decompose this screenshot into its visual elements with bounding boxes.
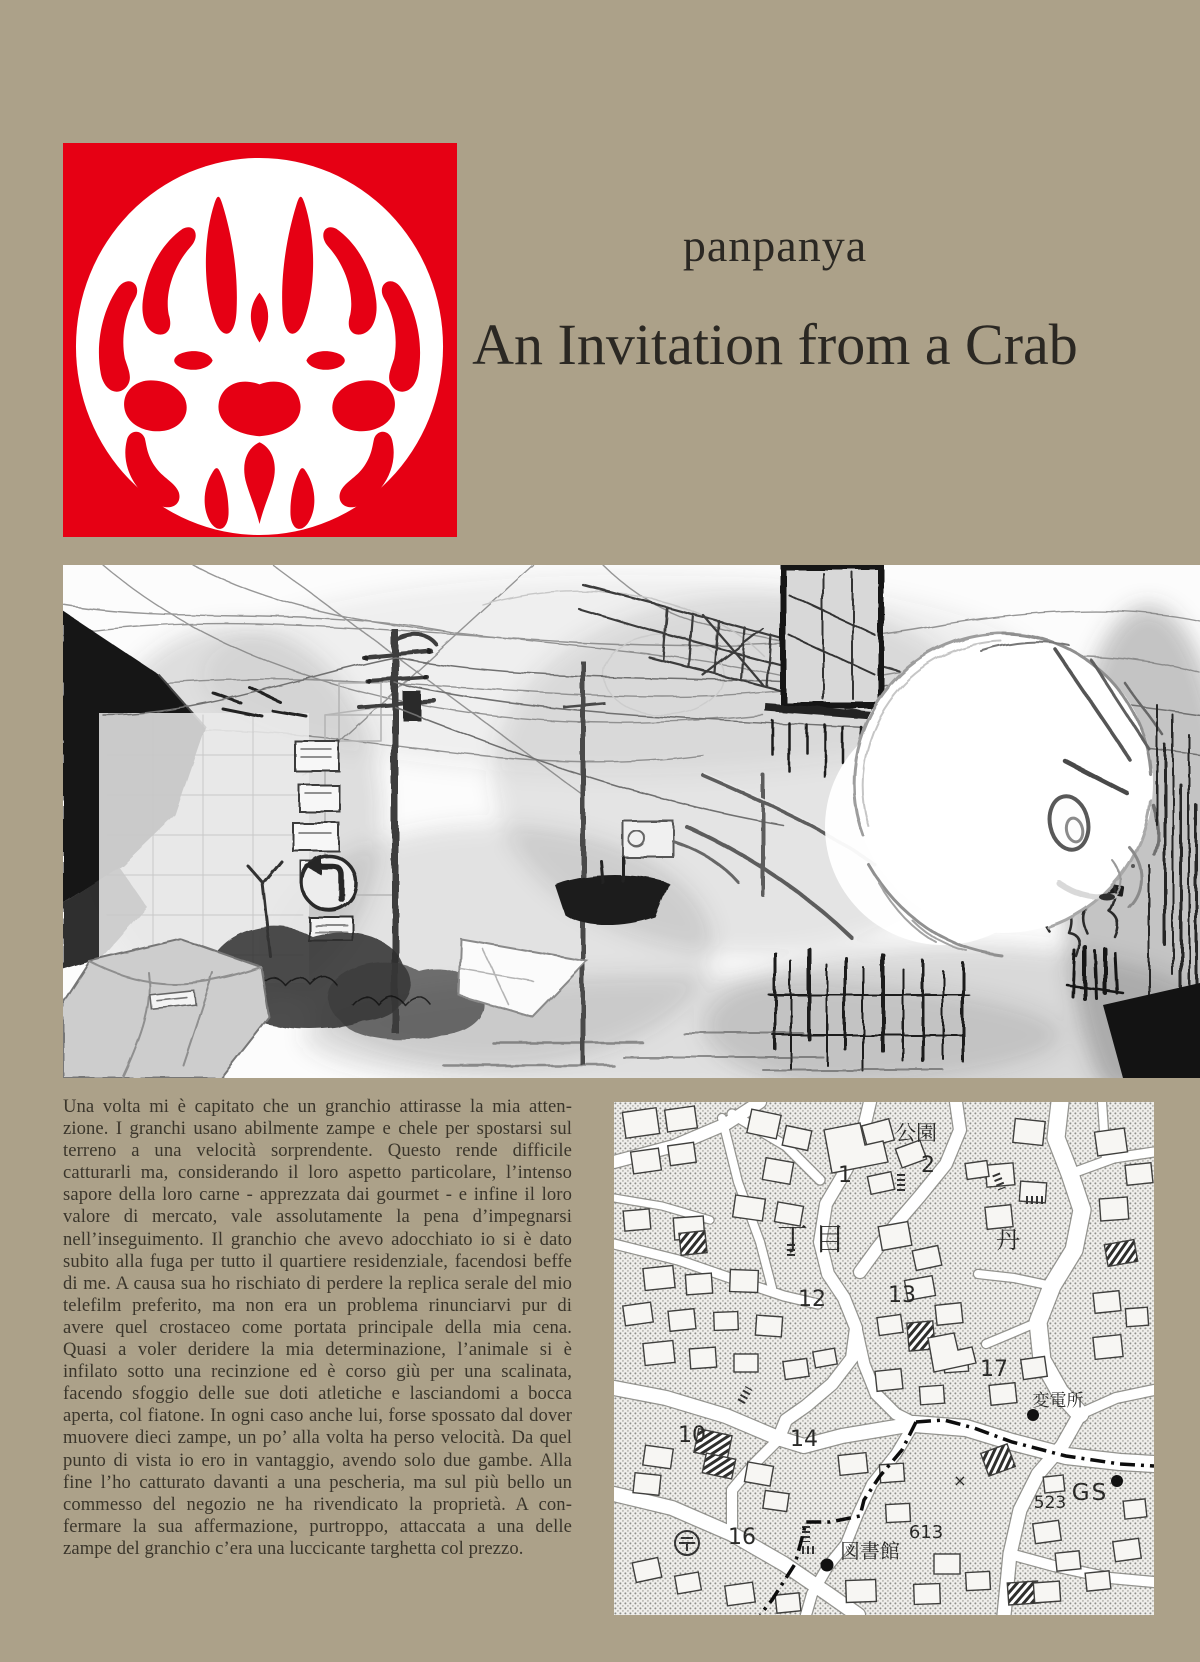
- label-library: 図書館: [840, 1539, 900, 1563]
- cover-illustration: [63, 565, 1200, 1078]
- label-block-17: 17: [980, 1357, 1008, 1382]
- label-block-1: 1: [838, 1163, 852, 1188]
- label-block-10: 10: [678, 1423, 706, 1448]
- paragraph-line: punto di vista io ero in vantaggio, avendo solo due gambe. Alla: [63, 1449, 572, 1471]
- paragraph-line: sapore della loro carne - apprezzata dai gourmet - e infine il loro: [63, 1184, 572, 1206]
- paragraph-line: aperta, col fiatone. In ogni caso anche lui, forse spossato dal dover: [63, 1405, 572, 1427]
- paragraph-line: subito alla fuga per tutto il quartiere residenziale, facendosi beffe: [63, 1250, 572, 1272]
- label-block-16: 16: [728, 1525, 756, 1550]
- paragraph-line: Una volta mi è capitato che un granchio attirasse la mia atten-: [63, 1096, 572, 1117]
- label-gs: GS: [1071, 1480, 1109, 1506]
- story-paragraph: [63, 1096, 572, 1560]
- label-chome: 丁目: [777, 1222, 851, 1258]
- paragraph-line: valore di mercato, vale assolutamente la pena d’impegnarsi: [63, 1206, 572, 1228]
- label-block-14: 14: [790, 1427, 818, 1452]
- character-mouth: [1099, 894, 1115, 901]
- label-park-number: 2: [921, 1153, 935, 1178]
- paragraph-line: nell’inseguimento. Il granchio che avevo adocchiato io si è dato: [63, 1228, 572, 1250]
- paragraph-line: fine l’ho catturato davanti a una pescheria, ma sul più bello un: [63, 1471, 572, 1493]
- paragraph-line: muovere dieci zampe, un po’ alla volta ha perso velocità. Da quel: [63, 1427, 572, 1449]
- label-lot-523: 523: [1033, 1493, 1067, 1513]
- author-name: panpanya: [682, 220, 868, 271]
- label-x-mark: ×: [953, 1471, 967, 1490]
- label-lot-613: 613: [908, 1522, 944, 1543]
- paragraph-line: telefilm preferito, ma non era un problema rinunciarvi pur di: [63, 1294, 572, 1316]
- paragraph-line: zione. I granchi usano abilmente zampe e chele per spostarsi sul: [63, 1118, 572, 1140]
- paragraph-line: facendo sfoggio delle sue doti atletiche e lasciandomi a bocca: [63, 1383, 572, 1405]
- book-title: An Invitation from a Crab: [472, 312, 1078, 377]
- label-block-12: 12: [798, 1287, 826, 1312]
- traffic-arrow-sign: [302, 856, 356, 941]
- label-tan: 丹: [996, 1226, 1020, 1254]
- label-block-13: 13: [888, 1283, 916, 1308]
- paragraph-line: infilato sotto una recinzione ed è corso giù per una scalinata,: [63, 1361, 572, 1383]
- paragraph-line: Quasi a voler deridere la mia determinazione, l’animale si è: [63, 1339, 572, 1361]
- alley-sketch: [63, 565, 1200, 1078]
- paragraph-line: avere quel crostaceo come portata principale della mia cena.: [63, 1316, 572, 1338]
- gs-dot: [1111, 1475, 1123, 1487]
- paragraph-line: zampe del granchio c’era una luccicante targhetta col prezzo.: [63, 1537, 524, 1559]
- label-park: 公園: [895, 1121, 937, 1145]
- paragraph-line: terreno a una velocità sorprendente. Questo rende difficile: [63, 1140, 572, 1162]
- paragraph-line: catturarli ma, considerando il loro aspetto particolare, l’intenso: [63, 1162, 572, 1184]
- paragraph-line: di me. A causa sua ho rischiato di perdere la replica serale del mio: [63, 1272, 572, 1294]
- paragraph-line: fermare la sua affermazione, purtroppo, attaccata a una delle: [63, 1515, 572, 1537]
- city-map: [614, 1102, 1154, 1615]
- label-substation: 変電所: [1032, 1391, 1084, 1411]
- tarp-covered-object: [63, 939, 269, 1078]
- neighborhood-map: [614, 1102, 1154, 1615]
- paragraph-line: commesso del negozio ne ha rivendicato la proprietà. A con-: [63, 1493, 572, 1515]
- library-dot: [821, 1559, 834, 1572]
